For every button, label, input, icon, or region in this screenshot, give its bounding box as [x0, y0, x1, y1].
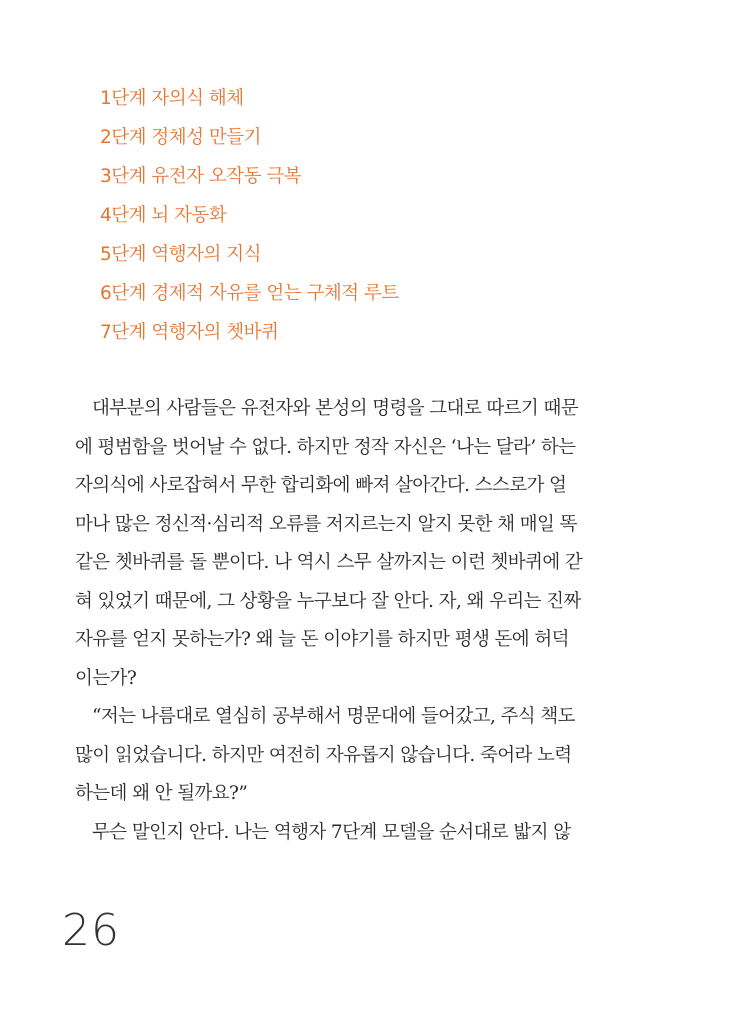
page-number: 26: [62, 905, 120, 956]
quote-line: 하는데 왜 안 될까요?”: [75, 783, 248, 804]
body-line: 마나 많은 정신적·심리적 오류를 저지르는지 알지 못한 채 매일 똑: [75, 513, 577, 535]
stage-item-1: 1단계 자의식 해체: [100, 88, 244, 109]
quote-line: 많이 읽었습니다. 하지만 여전히 자유롭지 않습니다. 죽어라 노력: [75, 744, 572, 766]
body-line: 무슨 말인지 안다. 나는 역행자 7단계 모델을 순서대로 밟지 않: [92, 821, 571, 843]
body-line: 같은 쳇바퀴를 돌 뿐이다. 나 역시 스무 살까지는 이런 쳇바퀴에 갇: [75, 552, 583, 573]
body-line: 혀 있었기 때문에, 그 상황을 누구보다 잘 안다. 자, 왜 우리는 진짜: [75, 590, 581, 612]
stage-item-4: 4단계 뇌 자동화: [100, 205, 227, 226]
body-line: 자유를 얻지 못하는가? 왜 늘 돈 이야기를 하지만 평생 돈에 허덕: [75, 629, 569, 650]
body-line: 자의식에 사로잡혀서 무한 합리화에 빠져 살아간다. 스스로가 얼: [75, 475, 567, 496]
stage-item-7: 7단계 역행자의 쳇바퀴: [100, 322, 279, 343]
stage-list: [100, 84, 399, 357]
stage-item-2: 2단계 정체성 만들기: [100, 127, 262, 148]
body-line: 대부분의 사람들은 유전자와 본성의 명령을 그대로 따르기 때문: [92, 398, 579, 419]
stage-item-3: 3단계 유전자 오작동 극복: [100, 166, 302, 187]
quote-line: “저는 나름대로 열심히 공부해서 명문대에 들어갔고, 주식 책도: [92, 706, 575, 727]
body-text: [75, 394, 675, 856]
stage-item-5: 5단계 역행자의 지식: [100, 244, 262, 265]
body-line: 에 평범함을 벗어날 수 없다. 하지만 정작 자신은 ‘나는 달라’ 하는: [75, 436, 576, 458]
body-line: 이는가?: [75, 667, 137, 689]
stage-item-6: 6단계 경제적 자유를 얻는 구체적 루트: [100, 283, 399, 304]
